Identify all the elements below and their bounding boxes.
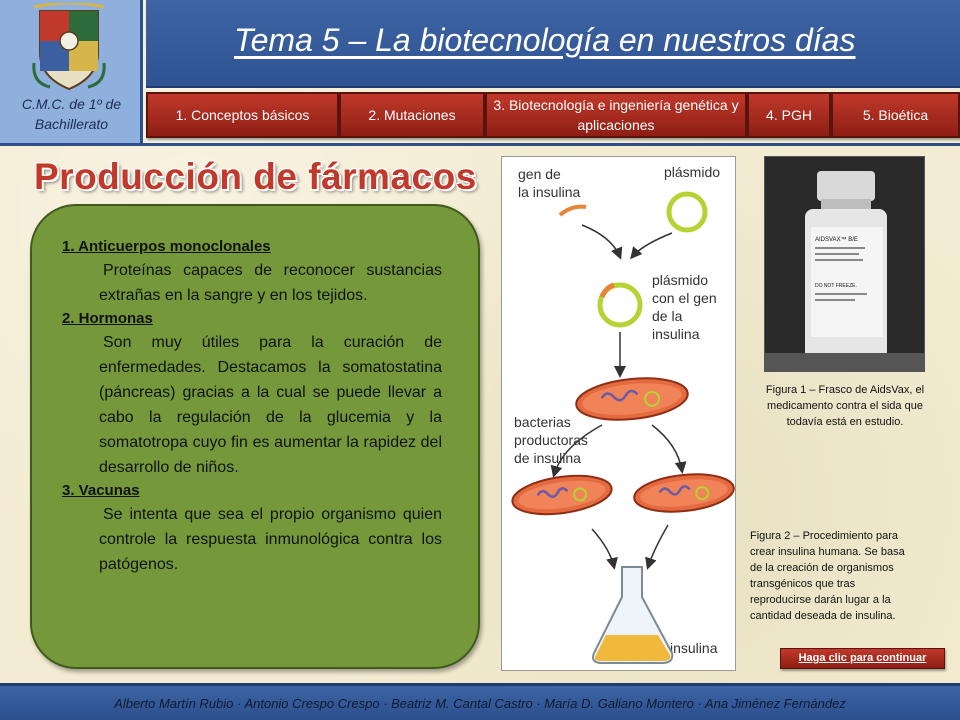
bacterium-cell bbox=[632, 470, 735, 516]
page-title: Tema 5 – La biotecnología en nuestros días bbox=[234, 22, 856, 58]
vial-warning: DO NOT FREEZE. bbox=[815, 283, 857, 289]
vial-brand: AIDSVAX™ B/E bbox=[815, 237, 858, 243]
figure2-caption: Figura 2 – Procedimiento para crear insulina humana. Se basa de la creación de organismos transgénicos que tras reproducirse darán lugar a la cantidad deseada de insulina. bbox=[750, 530, 905, 622]
item-text: Son muy útiles para la curación de enfermedades. Destacamos la somatostatina (páncreas) gracias a la cual se puede llevar a cabo la regulación de la glucemia y la somatotropa cuyo fin es aumentar la rapidez del desarrollo de niños. bbox=[99, 334, 442, 476]
tab-conceptos-basicos[interactable]: 1. Conceptos básicos bbox=[146, 92, 339, 138]
item-text: Se intenta que sea el propio organismo quien controle la respuesta inmunológica contra los patógenos. bbox=[99, 506, 442, 573]
footer-authors: Alberto Martín Rubio · Antonio Crespo Crespo · Beatriz M. Cantal Castro · María D. Galiano Montero · Ana Jiménez Fernández bbox=[114, 696, 846, 711]
item-heading: 1. Anticuerpos monoclonales bbox=[62, 238, 271, 255]
bacterium-cell bbox=[510, 470, 614, 520]
school-name: C.M.C. de 1º de Bachillerato bbox=[21, 96, 122, 132]
tab-mutaciones[interactable]: 2. Mutaciones bbox=[339, 92, 485, 138]
bacterium-cell bbox=[574, 373, 690, 424]
continue-button[interactable]: Haga clic para continuar bbox=[780, 648, 945, 669]
header-divider bbox=[0, 143, 960, 146]
section-title: Producción de fármacos bbox=[34, 156, 477, 197]
item-heading: 3. Vacunas bbox=[62, 482, 140, 499]
school-logo-panel bbox=[0, 0, 143, 146]
label-bacterias: bacterias productoras de insulina bbox=[514, 414, 588, 466]
school-crest-icon bbox=[30, 3, 108, 91]
tab-pgh[interactable]: 4. PGH bbox=[747, 92, 831, 138]
figure1-caption: Figura 1 – Frasco de AidsVax, el medicamento contra el sida que todavía está en estudio. bbox=[765, 384, 925, 428]
label-insulina: insulina bbox=[670, 640, 718, 656]
label-plasmido: plásmido bbox=[664, 164, 721, 180]
aidsvax-vial-photo bbox=[764, 156, 925, 372]
plasmid-ring bbox=[669, 194, 705, 230]
insulin-process-diagram bbox=[501, 156, 736, 671]
tab-bioetica[interactable]: 5. Bioética bbox=[831, 92, 960, 138]
tab-biotecnologia[interactable]: 3. Biotecnología e ingeniería genética y aplicaciones bbox=[485, 92, 747, 138]
diagram-svg bbox=[502, 157, 735, 670]
label-gen-insulina: gen de la insulina bbox=[518, 166, 581, 200]
gene-segment bbox=[560, 207, 586, 215]
flask-icon bbox=[593, 567, 672, 663]
item-heading: 2. Hormonas bbox=[62, 310, 153, 327]
content-panel bbox=[30, 204, 480, 669]
vial-image bbox=[765, 157, 925, 372]
item-text: Proteínas capaces de reconocer sustancias extrañas en la sangre y en los tejidos. bbox=[99, 262, 442, 304]
label-plasmido-gen: plásmido con el gen de la insulina bbox=[652, 272, 717, 342]
title-bar bbox=[146, 0, 960, 88]
footer-bar bbox=[0, 683, 960, 720]
